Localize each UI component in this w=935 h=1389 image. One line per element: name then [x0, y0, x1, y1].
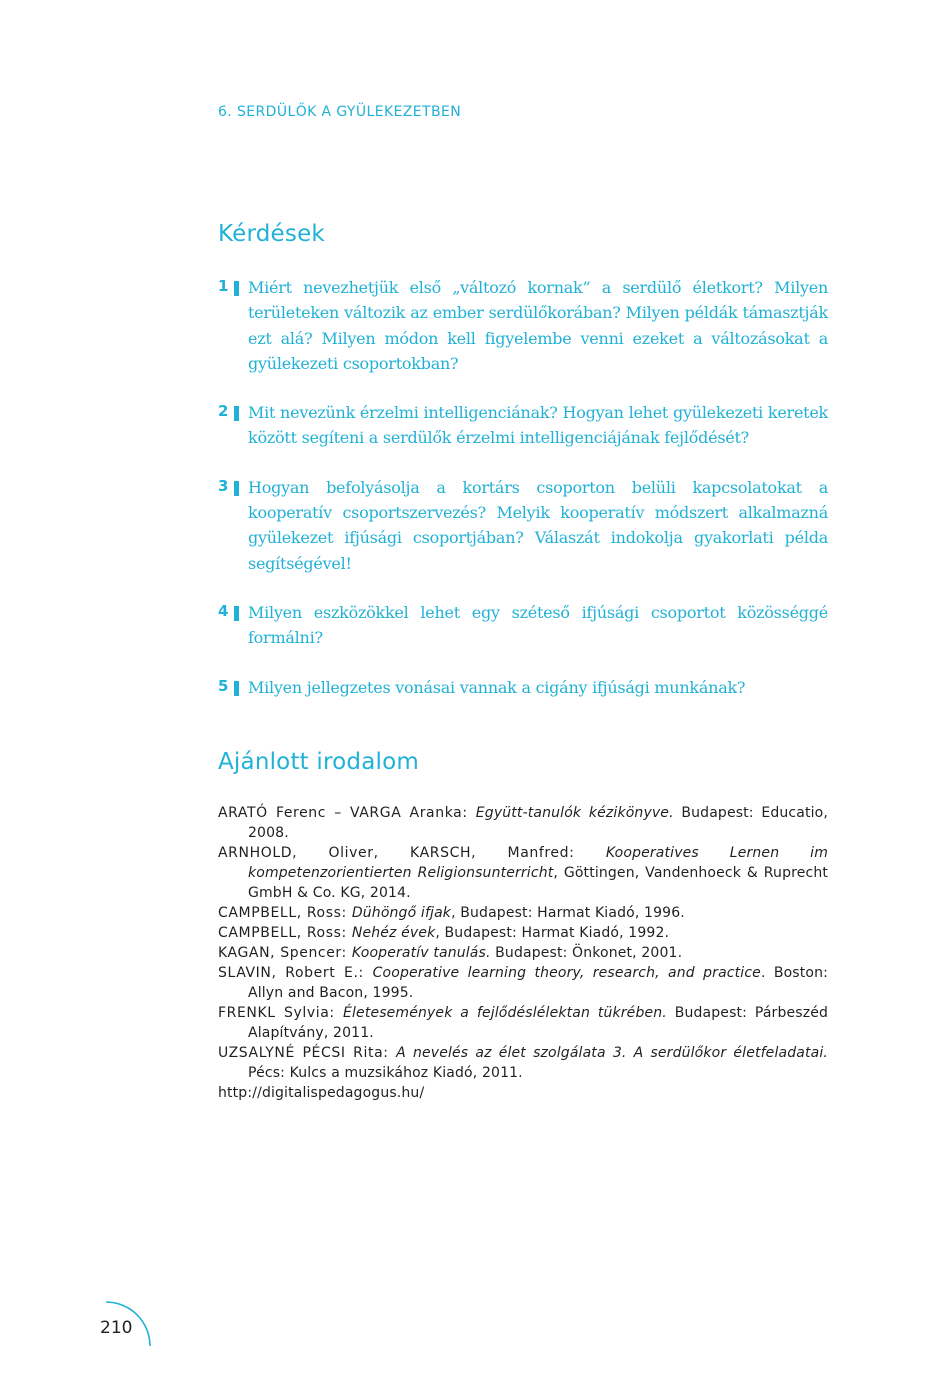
reference-title: Életesemények a fejlődéslélektan tükrében.: [343, 1005, 667, 1021]
reference-item: [218, 943, 828, 963]
reference-item: [218, 1043, 828, 1083]
question-number: 5: [218, 676, 229, 695]
question-item: [218, 475, 828, 576]
question-number: 3: [218, 476, 229, 495]
question-text: Hogyan befolyásolja a kortárs csoporton belüli kapcsolatokat a kooperatív csoportszervezés? Melyik kooperatív módszert alkalmazná gyülekezet ifjúsági csoportjában? Válaszát indokolja gyakorlati példa segítségével!: [248, 477, 828, 573]
reference-title: Nehéz évek: [351, 925, 436, 941]
reference-url[interactable]: [218, 1083, 828, 1103]
question-text: Milyen jellegzetes vonásai vannak a cigány ifjúsági munkának?: [248, 677, 746, 697]
question-marker: [234, 406, 239, 421]
question-text: Miért nevezhetjük első „változó kornak” a serdülő életkort? Milyen területeken változik az ember serdülőkorában? Milyen példák támasztják ezt alá? Milyen módon kell figyelembe venni ezeket a változásokat a gyülekezeti csoportokban?: [248, 278, 828, 373]
reference-title: Cooperative learning theory, research, and practice: [372, 965, 761, 981]
reference-item: [218, 1003, 828, 1043]
question-marker: [234, 606, 239, 621]
reference-title: Kooperatív tanulás.: [351, 945, 491, 961]
reference-item: [218, 963, 828, 1003]
reference-title: A nevelés az élet szolgálata 3. A serdülőkor életfeladatai.: [396, 1045, 828, 1061]
reference-title: Dühöngő ifjak: [351, 905, 452, 921]
reference-details: , Göttingen, Vandenhoeck & Ruprecht GmbH & Co. KG, 2014.: [248, 865, 828, 901]
reference-author: CAMPBELL, Ross:: [218, 925, 352, 941]
reference-list: [218, 803, 828, 1103]
reference-url-text[interactable]: http://digitalispedagogus.hu/: [218, 1085, 425, 1101]
question-number: 1: [218, 277, 229, 295]
question-text: Mit nevezünk érzelmi intelligenciának? Hogyan lehet gyülekezeti keretek között segíteni a serdülők érzelmi intelligenciájának fejlődését?: [248, 403, 828, 448]
question-item: [218, 675, 828, 700]
reference-item: [218, 803, 828, 843]
reference-author: ARNHOLD, Oliver, KARSCH, Manfred:: [218, 845, 606, 861]
question-item: [218, 400, 828, 451]
reference-details: . Boston: Allyn and Bacon, 1995.: [248, 965, 828, 1001]
reference-item: [218, 843, 828, 903]
question-number: 2: [218, 402, 229, 421]
question-item: [218, 600, 828, 651]
question-marker: [234, 481, 239, 496]
reference-details: Budapest: Önkonet, 2001.: [490, 945, 683, 961]
reference-author: FRENKL Sylvia:: [218, 1005, 344, 1021]
question-item: [218, 275, 828, 376]
reference-author: KAGAN, Spencer:: [218, 945, 352, 961]
reference-details: Budapest: Educatio, 2008.: [248, 805, 828, 841]
reference-item: [218, 903, 828, 923]
reference-details: , Budapest: Harmat Kiadó, 1992.: [435, 925, 670, 941]
question-marker: [234, 281, 239, 296]
reference-author: CAMPBELL, Ross:: [218, 905, 352, 921]
reference-details: Budapest: Párbeszéd Alapítvány, 2011.: [248, 1005, 829, 1041]
reference-author: UZSALYNÉ PÉCSI Rita:: [218, 1045, 397, 1061]
reference-author: ARATÓ Ferenc – VARGA Aranka:: [218, 805, 476, 821]
reference-details: Pécs: Kulcs a muzsikához Kiadó, 2011.: [248, 1065, 523, 1081]
page-number: 210: [100, 1318, 133, 1338]
reference-title: Kooperatives Lernen im kompetenzorientierten Religionsunterricht: [248, 845, 828, 881]
questions-list: [218, 275, 828, 724]
question-marker: [234, 681, 239, 696]
question-number: 4: [218, 601, 229, 620]
questions-heading: Kérdések: [218, 221, 325, 247]
reference-author: SLAVIN, Robert E.:: [218, 965, 373, 981]
literature-heading: Ajánlott irodalom: [218, 749, 419, 775]
reference-item: [218, 923, 828, 943]
question-text: Milyen eszközökkel lehet egy széteső ifjúsági csoportot közösséggé formálni?: [248, 602, 828, 648]
chapter-header: 6. SERDÜLŐK A GYÜLEKEZETBEN: [218, 104, 462, 120]
reference-details: , Budapest: Harmat Kiadó, 1996.: [451, 905, 685, 921]
reference-title: Együtt-tanulók kézikönyve.: [475, 805, 674, 821]
